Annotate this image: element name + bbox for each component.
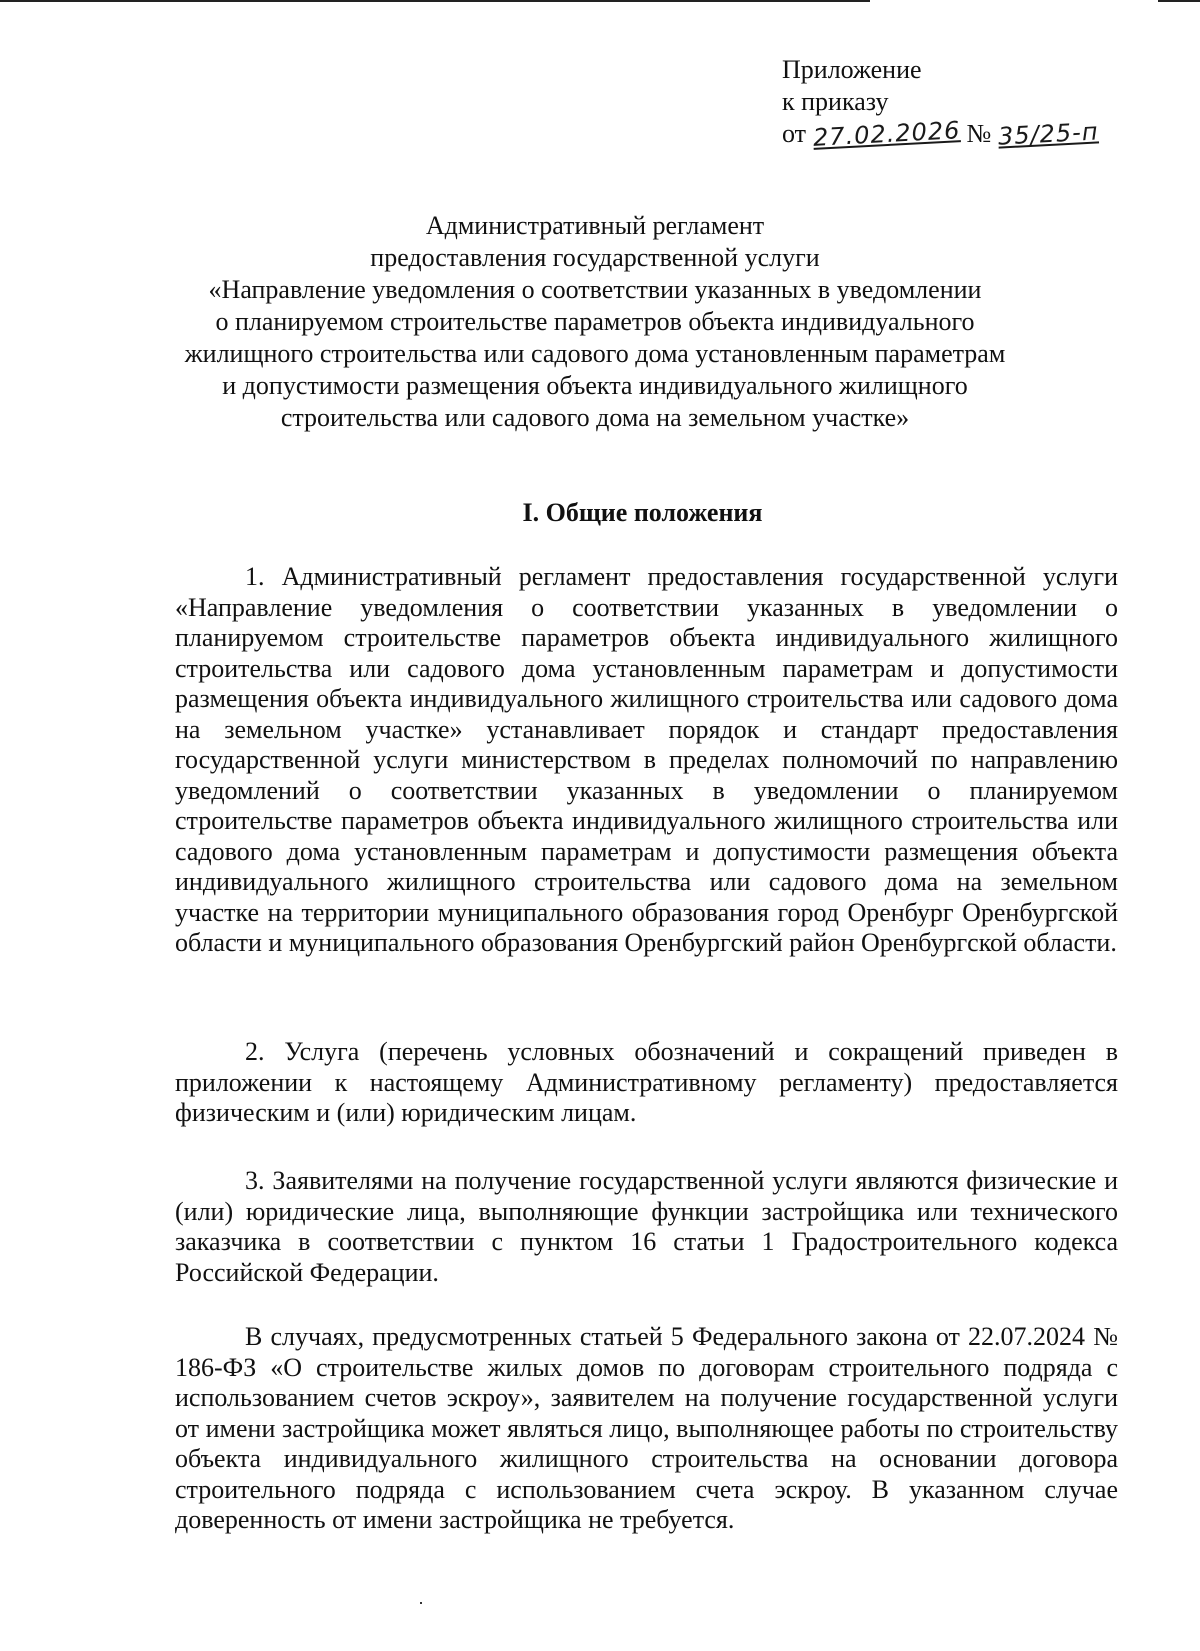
title-line-6: и допустимости размещения объекта индивидуального жилищного [222, 371, 968, 400]
annex-number-handwritten: 35/25-п [997, 117, 1099, 151]
title-line-3: «Направление уведомления о соответствии указанных в уведомлении [208, 275, 982, 304]
title-line-2: предоставления государственной услуги [370, 243, 820, 272]
annex-label: Приложение [782, 55, 922, 84]
document-title [150, 210, 1040, 434]
paragraph-4: В случаях, предусмотренных статьей 5 Федерального закона от 22.07.2024 № 186-ФЗ «О строительстве жилых домов по договорам строительного подряда с использованием счетов эскроу», заявителем на получение государственной услуги от имени застройщика может являться лицо, выполняющее работы по строительству объекта индивидуального жилищного строительства на основании договора строительного подряда с использованием счета эскроу. В указанном случае доверенность от имени застройщика не требуется. [175, 1322, 1118, 1534]
annex-date-prefix: от [782, 119, 807, 148]
title-line-5: жилищного строительства или садового дома установленным параметрам [184, 339, 1006, 368]
scan-speck [420, 1602, 422, 1604]
title-line-7: строительства или садового дома на земельном участке» [280, 403, 910, 432]
title-line-1: Административный регламент [425, 211, 765, 240]
annex-number-prefix: № [966, 119, 992, 148]
annex-date-handwritten: 27.02.2026 [811, 116, 961, 152]
paragraph-3: 3. Заявителями на получение государственной услуги являются физические и (или) юридические лица, выполняющие функции застройщика или технического заказчика в соответствии с пунктом 16 статьи 1 Градостроительного кодекса Российской Федерации. [175, 1166, 1118, 1287]
paragraph-1: 1. Административный регламент предоставления государственной услуги «Направление уведомления о соответствии указанных в уведомлении о планируемом строительстве параметров объекта индивидуального жилищного строительства или садового дома установленным параметрам и допустимости размещения объекта индивидуального жилищного строительства или садового дома на земельном участке» устанавливает порядок и стандарт предоставления государственной услуги министерством в пределах полномочий по направлению уведомлений о соответствии указанных в уведомлении о планируемом строительстве параметров объекта индивидуального жилищного строительства или садового дома установленным параметрам и допустимости размещения объекта индивидуального жилищного строительства или садового дома на земельном участке на территории муниципального образования город Оренбург Оренбургской области и муниципального образования Оренбургский район Оренбургской области. [175, 562, 1118, 957]
annex-date-number-line [782, 118, 1098, 150]
section-heading: I. Общие положения [522, 498, 763, 527]
paragraph-2: 2. Услуга (перечень условных обозначений и сокращений приведен в приложении к настоящему Административному регламенту) предоставляется физическим и (или) юридическим лицам. [175, 1037, 1118, 1127]
scan-edge-line-left [0, 0, 870, 2]
annex-header [782, 54, 1098, 150]
title-line-4: о планируемом строительстве параметров объекта индивидуального [215, 307, 975, 336]
scan-edge-line-right [1158, 0, 1200, 2]
annex-order-label: к приказу [782, 87, 889, 116]
